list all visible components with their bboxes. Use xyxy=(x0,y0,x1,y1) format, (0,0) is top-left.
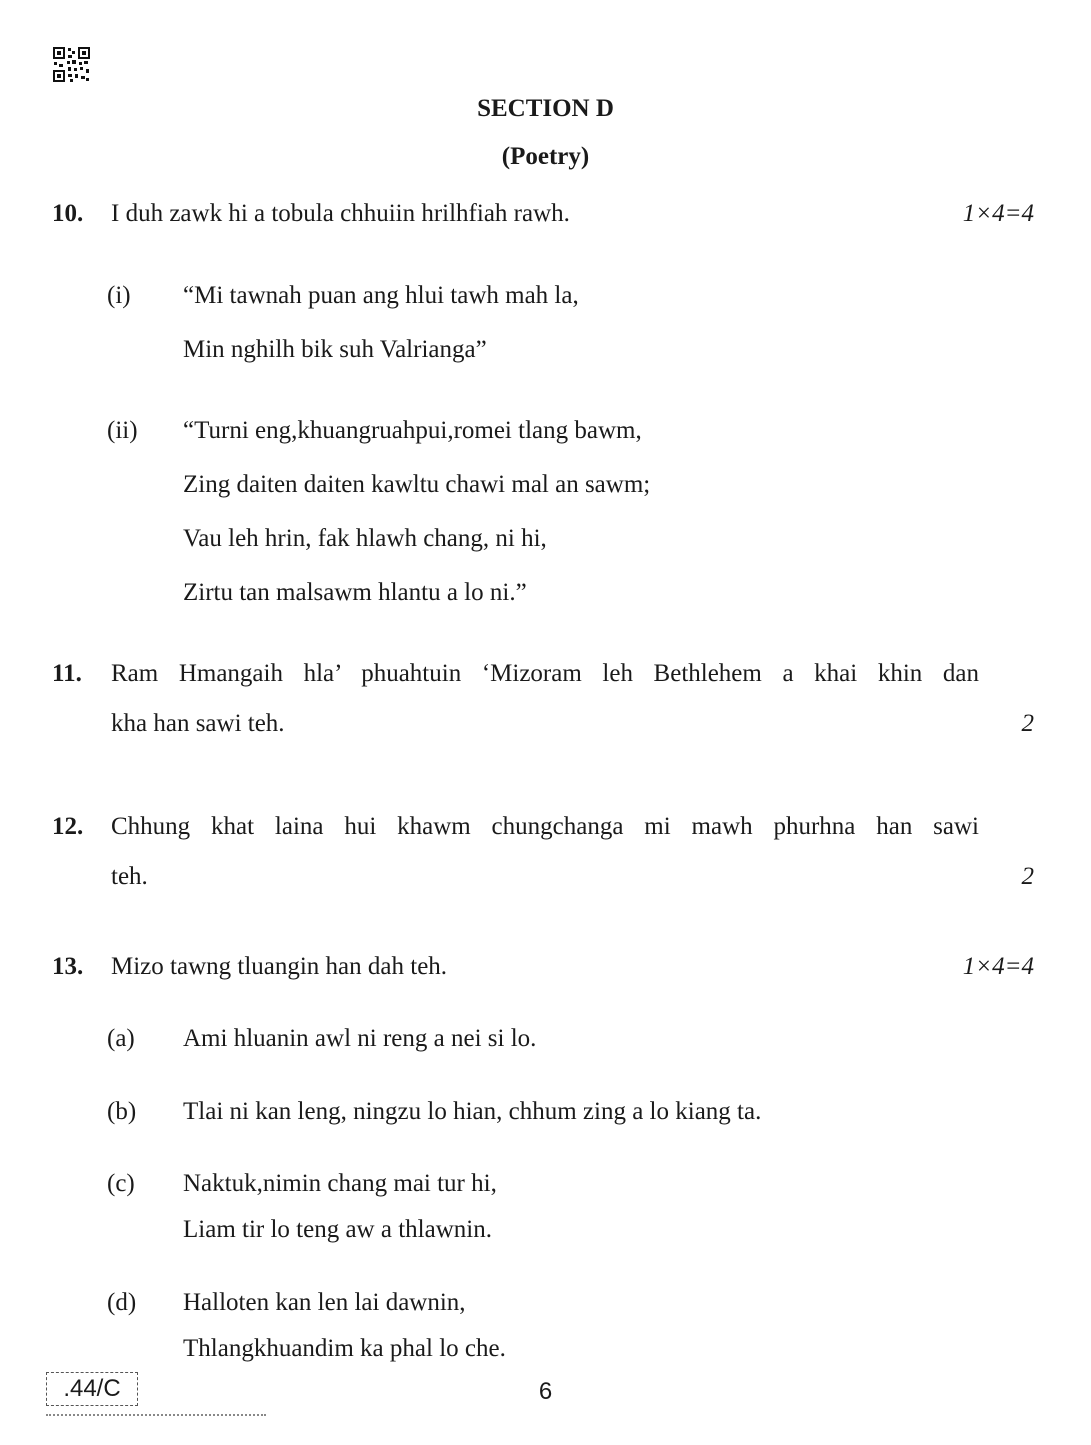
part-label: (d) xyxy=(107,1289,137,1316)
question-number: 12. xyxy=(52,813,84,840)
question-number: 13. xyxy=(52,953,84,980)
footer-divider xyxy=(46,1414,266,1416)
part-label: (a) xyxy=(107,1025,135,1052)
sentence-line: Ami hluanin awl ni reng a nei si lo. xyxy=(183,1025,537,1052)
question-marks: 2 xyxy=(1021,710,1034,737)
section-title: SECTION D xyxy=(477,95,614,122)
question-text: I duh zawk hi a tobula chhuiin hrilhfiah rawh. xyxy=(111,200,570,227)
question-text: Chhung khat laina hui khawm chungchanga mi mawh phurhna han sawi xyxy=(111,813,979,840)
poem-line: Zing daiten daiten kawltu chawi mal an sawm; xyxy=(183,471,651,498)
question-text: Ram Hmangaih hla’ phuahtuin ‘Mizoram leh Bethlehem a khai khin dan xyxy=(111,660,979,687)
paper-code: .44/C xyxy=(46,1372,138,1406)
poem-line: “Turni eng,khuangruahpui,romei tlang bawm, xyxy=(183,417,642,444)
question-marks: 2 xyxy=(1021,863,1034,890)
section-subtitle: (Poetry) xyxy=(501,143,590,170)
part-label: (ii) xyxy=(107,417,138,444)
poem-line: “Mi tawnah puan ang hlui tawh mah la, xyxy=(183,282,579,309)
question-text: teh. xyxy=(111,863,148,890)
part-label: (c) xyxy=(107,1170,135,1197)
qr-code-icon xyxy=(53,47,90,82)
sentence-line: Thlangkhuandim ka phal lo che. xyxy=(183,1335,506,1362)
page-number: 6 xyxy=(538,1378,553,1405)
question-number: 11. xyxy=(52,660,82,687)
poem-line: Vau leh hrin, fak hlawh chang, ni hi, xyxy=(183,525,547,552)
part-label: (i) xyxy=(107,282,131,309)
poem-line: Min nghilh bik suh Valrianga” xyxy=(183,336,487,363)
sentence-line: Liam tir lo teng aw a thlawnin. xyxy=(183,1216,492,1243)
question-marks: 1×4=4 xyxy=(962,953,1034,980)
sentence-line: Tlai ni kan leng, ningzu lo hian, chhum zing a lo kiang ta. xyxy=(183,1098,762,1125)
poem-line: Zirtu tan malsawm hlantu a lo ni.” xyxy=(183,579,527,606)
question-number: 10. xyxy=(52,200,84,227)
question-text: Mizo tawng tluangin han dah teh. xyxy=(111,953,448,980)
question-text: kha han sawi teh. xyxy=(111,710,285,737)
question-marks: 1×4=4 xyxy=(962,200,1034,227)
sentence-line: Halloten kan len lai dawnin, xyxy=(183,1289,466,1316)
part-label: (b) xyxy=(107,1098,137,1125)
sentence-line: Naktuk,nimin chang mai tur hi, xyxy=(183,1170,497,1197)
